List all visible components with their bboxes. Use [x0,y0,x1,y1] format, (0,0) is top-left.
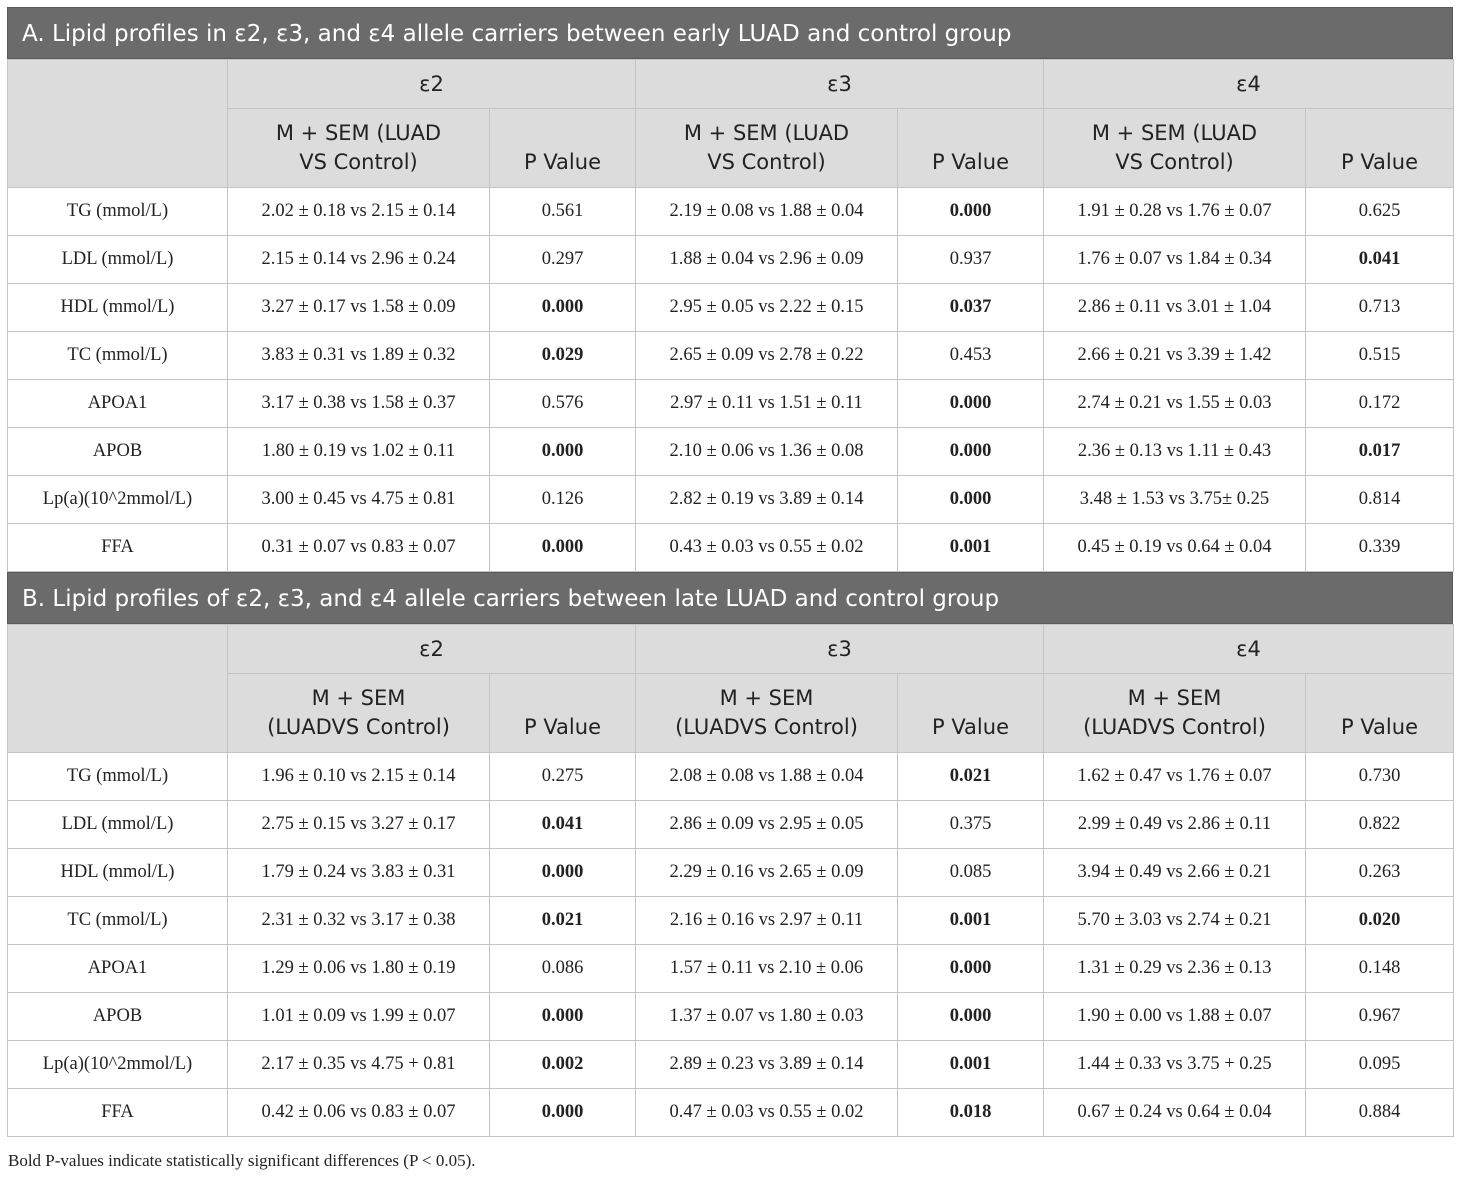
mean-sem-header-line: M + SEM [1127,686,1222,710]
mean-sem-cell: 2.10 ± 0.06 vs 1.36 ± 0.08 [636,428,898,476]
p-value-cell-significant: 0.000 [490,1089,636,1137]
allele-group-header: ε3 [636,60,1044,109]
mean-sem-cell: 3.17 ± 0.38 vs 1.58 ± 0.37 [228,380,490,428]
mean-sem-header-line: M + SEM (LUAD [683,121,850,145]
row-label: HDL (mmol/L) [8,849,228,897]
p-value-header [898,109,1044,188]
row-label: Lp(a)(10^2mmol/L) [8,1041,228,1089]
mean-sem-header [228,109,490,188]
table-row [8,1041,1454,1089]
mean-sem-header-line: M + SEM [311,686,406,710]
section-a [7,7,1453,572]
mean-sem-header-line: (LUADVS Control) [267,715,450,739]
row-label: LDL (mmol/L) [8,236,228,284]
mean-sem-cell: 1.57 ± 0.11 vs 2.10 ± 0.06 [636,945,898,993]
p-value-cell: 0.172 [1306,380,1454,428]
table-row [8,849,1454,897]
corner-cell [8,60,228,188]
mean-sem-header [1044,674,1306,753]
mean-sem-cell: 2.02 ± 0.18 vs 2.15 ± 0.14 [228,188,490,236]
allele-group-header: ε4 [1044,60,1454,109]
p-value-cell-significant: 0.037 [898,284,1044,332]
mean-sem-cell: 2.99 ± 0.49 vs 2.86 ± 0.11 [1044,801,1306,849]
p-value-header-text: P Value [931,714,1009,739]
p-value-cell-significant: 0.029 [490,332,636,380]
p-value-cell: 0.085 [898,849,1044,897]
p-value-cell: 0.937 [898,236,1044,284]
row-label: FFA [8,1089,228,1137]
mean-sem-cell: 3.48 ± 1.53 vs 3.75± 0.25 [1044,476,1306,524]
mean-sem-cell: 2.75 ± 0.15 vs 3.27 ± 0.17 [228,801,490,849]
table-row [8,993,1454,1041]
row-label: TC (mmol/L) [8,332,228,380]
row-label: Lp(a)(10^2mmol/L) [8,476,228,524]
p-value-cell: 0.263 [1306,849,1454,897]
p-value-cell-significant: 0.021 [898,753,1044,801]
table-row [8,945,1454,993]
mean-sem-cell: 1.29 ± 0.06 vs 1.80 ± 0.19 [228,945,490,993]
mean-sem-cell: 2.15 ± 0.14 vs 2.96 ± 0.24 [228,236,490,284]
p-value-cell-significant: 0.001 [898,1041,1044,1089]
mean-sem-cell: 2.82 ± 0.19 vs 3.89 ± 0.14 [636,476,898,524]
mean-sem-cell: 2.17 ± 0.35 vs 4.75 + 0.81 [228,1041,490,1089]
mean-sem-header [228,674,490,753]
p-value-header [490,109,636,188]
row-label: APOB [8,428,228,476]
row-label: FFA [8,524,228,572]
allele-group-header: ε3 [636,625,1044,674]
section-title: A. Lipid profiles in ε2, ε3, and ε4 allele carriers between early LUAD and control group [7,7,1453,59]
row-label: APOB [8,993,228,1041]
mean-sem-cell: 3.83 ± 0.31 vs 1.89 ± 0.32 [228,332,490,380]
mean-sem-cell: 2.08 ± 0.08 vs 1.88 ± 0.04 [636,753,898,801]
row-label: HDL (mmol/L) [8,284,228,332]
p-value-cell: 0.126 [490,476,636,524]
p-value-cell-significant: 0.000 [898,993,1044,1041]
mean-sem-cell: 1.90 ± 0.00 vs 1.88 ± 0.07 [1044,993,1306,1041]
allele-group-header: ε4 [1044,625,1454,674]
row-label: LDL (mmol/L) [8,801,228,849]
p-value-cell-significant: 0.000 [898,945,1044,993]
mean-sem-cell: 2.36 ± 0.13 vs 1.11 ± 0.43 [1044,428,1306,476]
p-value-cell: 0.086 [490,945,636,993]
lipid-profile-table [7,59,1454,572]
p-value-cell-significant: 0.000 [490,524,636,572]
mean-sem-header-line: VS Control) [707,150,826,174]
p-value-cell-significant: 0.020 [1306,897,1454,945]
p-value-cell-significant: 0.000 [490,284,636,332]
mean-sem-header-line: M + SEM (LUAD [1091,121,1258,145]
p-value-cell: 0.095 [1306,1041,1454,1089]
mean-sem-cell: 2.29 ± 0.16 vs 2.65 ± 0.09 [636,849,898,897]
mean-sem-cell: 0.42 ± 0.06 vs 0.83 ± 0.07 [228,1089,490,1137]
p-value-cell: 0.515 [1306,332,1454,380]
mean-sem-cell: 1.62 ± 0.47 vs 1.76 ± 0.07 [1044,753,1306,801]
table-row [8,1089,1454,1137]
p-value-header-text: P Value [1340,714,1418,739]
mean-sem-cell: 0.31 ± 0.07 vs 0.83 ± 0.07 [228,524,490,572]
mean-sem-cell: 1.76 ± 0.07 vs 1.84 ± 0.34 [1044,236,1306,284]
p-value-header [898,674,1044,753]
table-row [8,753,1454,801]
section-title: B. Lipid profiles of ε2, ε3, and ε4 allele carriers between late LUAD and control group [7,572,1453,624]
mean-sem-header-line: (LUADVS Control) [1083,715,1266,739]
mean-sem-cell: 1.01 ± 0.09 vs 1.99 ± 0.07 [228,993,490,1041]
row-label: TG (mmol/L) [8,188,228,236]
p-value-cell-significant: 0.000 [898,476,1044,524]
mean-sem-cell: 1.31 ± 0.29 vs 2.36 ± 0.13 [1044,945,1306,993]
mean-sem-cell: 2.31 ± 0.32 vs 3.17 ± 0.38 [228,897,490,945]
table-row [8,428,1454,476]
p-value-cell-significant: 0.002 [490,1041,636,1089]
mean-sem-cell: 1.88 ± 0.04 vs 2.96 ± 0.09 [636,236,898,284]
table-row [8,236,1454,284]
mean-sem-cell: 3.27 ± 0.17 vs 1.58 ± 0.09 [228,284,490,332]
mean-sem-header [1044,109,1306,188]
p-value-cell: 0.453 [898,332,1044,380]
p-value-cell: 0.339 [1306,524,1454,572]
p-value-cell: 0.576 [490,380,636,428]
mean-sem-header [636,109,898,188]
table-row [8,801,1454,849]
p-value-cell-significant: 0.017 [1306,428,1454,476]
p-value-cell-significant: 0.000 [490,993,636,1041]
mean-sem-cell: 2.19 ± 0.08 vs 1.88 ± 0.04 [636,188,898,236]
p-value-cell: 0.822 [1306,801,1454,849]
table-row [8,284,1454,332]
section-b [7,572,1453,1137]
table-footnote: Bold P-values indicate statistically significant differences (P < 0.05). [8,1151,476,1170]
p-value-cell: 0.713 [1306,284,1454,332]
mean-sem-cell: 2.86 ± 0.11 vs 3.01 ± 1.04 [1044,284,1306,332]
mean-sem-header [636,674,898,753]
p-value-cell-significant: 0.021 [490,897,636,945]
p-value-cell: 0.148 [1306,945,1454,993]
mean-sem-cell: 2.65 ± 0.09 vs 2.78 ± 0.22 [636,332,898,380]
table-row [8,332,1454,380]
mean-sem-cell: 0.67 ± 0.24 vs 0.64 ± 0.04 [1044,1089,1306,1137]
p-value-cell: 0.275 [490,753,636,801]
p-value-cell-significant: 0.001 [898,897,1044,945]
p-value-header-text: P Value [523,714,601,739]
mean-sem-cell: 3.00 ± 0.45 vs 4.75 ± 0.81 [228,476,490,524]
p-value-header [490,674,636,753]
mean-sem-header-line: VS Control) [1115,150,1234,174]
mean-sem-header-line: M + SEM (LUAD [275,121,442,145]
row-label: TG (mmol/L) [8,753,228,801]
p-value-cell: 0.814 [1306,476,1454,524]
p-value-header-text: P Value [931,149,1009,174]
mean-sem-cell: 1.37 ± 0.07 vs 1.80 ± 0.03 [636,993,898,1041]
p-value-cell-significant: 0.000 [898,188,1044,236]
p-value-cell: 0.967 [1306,993,1454,1041]
mean-sem-cell: 0.45 ± 0.19 vs 0.64 ± 0.04 [1044,524,1306,572]
p-value-header-text: P Value [1340,149,1418,174]
p-value-cell: 0.884 [1306,1089,1454,1137]
allele-group-header: ε2 [228,625,636,674]
p-value-header [1306,109,1454,188]
row-label: APOA1 [8,945,228,993]
mean-sem-cell: 2.66 ± 0.21 vs 3.39 ± 1.42 [1044,332,1306,380]
mean-sem-cell: 5.70 ± 3.03 vs 2.74 ± 0.21 [1044,897,1306,945]
mean-sem-cell: 2.89 ± 0.23 vs 3.89 ± 0.14 [636,1041,898,1089]
table-row [8,380,1454,428]
mean-sem-cell: 2.86 ± 0.09 vs 2.95 ± 0.05 [636,801,898,849]
row-label: APOA1 [8,380,228,428]
p-value-header [1306,674,1454,753]
p-value-cell-significant: 0.000 [898,380,1044,428]
mean-sem-cell: 0.43 ± 0.03 vs 0.55 ± 0.02 [636,524,898,572]
p-value-cell-significant: 0.041 [490,801,636,849]
mean-sem-cell: 2.97 ± 0.11 vs 1.51 ± 0.11 [636,380,898,428]
mean-sem-cell: 2.95 ± 0.05 vs 2.22 ± 0.15 [636,284,898,332]
mean-sem-cell: 1.91 ± 0.28 vs 1.76 ± 0.07 [1044,188,1306,236]
mean-sem-cell: 1.79 ± 0.24 vs 3.83 ± 0.31 [228,849,490,897]
corner-cell [8,625,228,753]
lipid-table-document [7,7,1453,1137]
mean-sem-header-line: (LUADVS Control) [675,715,858,739]
lipid-profile-table [7,624,1454,1137]
allele-group-header: ε2 [228,60,636,109]
table-row [8,188,1454,236]
table-row [8,524,1454,572]
p-value-cell: 0.297 [490,236,636,284]
p-value-cell-significant: 0.000 [490,849,636,897]
mean-sem-header-line: M + SEM [719,686,814,710]
mean-sem-cell: 3.94 ± 0.49 vs 2.66 ± 0.21 [1044,849,1306,897]
row-label: TC (mmol/L) [8,897,228,945]
group-header-row [8,60,1454,109]
mean-sem-cell: 1.96 ± 0.10 vs 2.15 ± 0.14 [228,753,490,801]
mean-sem-cell: 1.44 ± 0.33 vs 3.75 + 0.25 [1044,1041,1306,1089]
mean-sem-cell: 2.74 ± 0.21 vs 1.55 ± 0.03 [1044,380,1306,428]
p-value-cell-significant: 0.000 [490,428,636,476]
p-value-cell: 0.730 [1306,753,1454,801]
table-row [8,476,1454,524]
p-value-cell: 0.561 [490,188,636,236]
mean-sem-cell: 1.80 ± 0.19 vs 1.02 ± 0.11 [228,428,490,476]
group-header-row [8,625,1454,674]
mean-sem-cell: 0.47 ± 0.03 vs 0.55 ± 0.02 [636,1089,898,1137]
p-value-cell: 0.625 [1306,188,1454,236]
p-value-cell-significant: 0.018 [898,1089,1044,1137]
p-value-cell: 0.375 [898,801,1044,849]
mean-sem-header-line: VS Control) [299,150,418,174]
p-value-header-text: P Value [523,149,601,174]
p-value-cell-significant: 0.001 [898,524,1044,572]
p-value-cell-significant: 0.000 [898,428,1044,476]
p-value-cell-significant: 0.041 [1306,236,1454,284]
mean-sem-cell: 2.16 ± 0.16 vs 2.97 ± 0.11 [636,897,898,945]
table-row [8,897,1454,945]
